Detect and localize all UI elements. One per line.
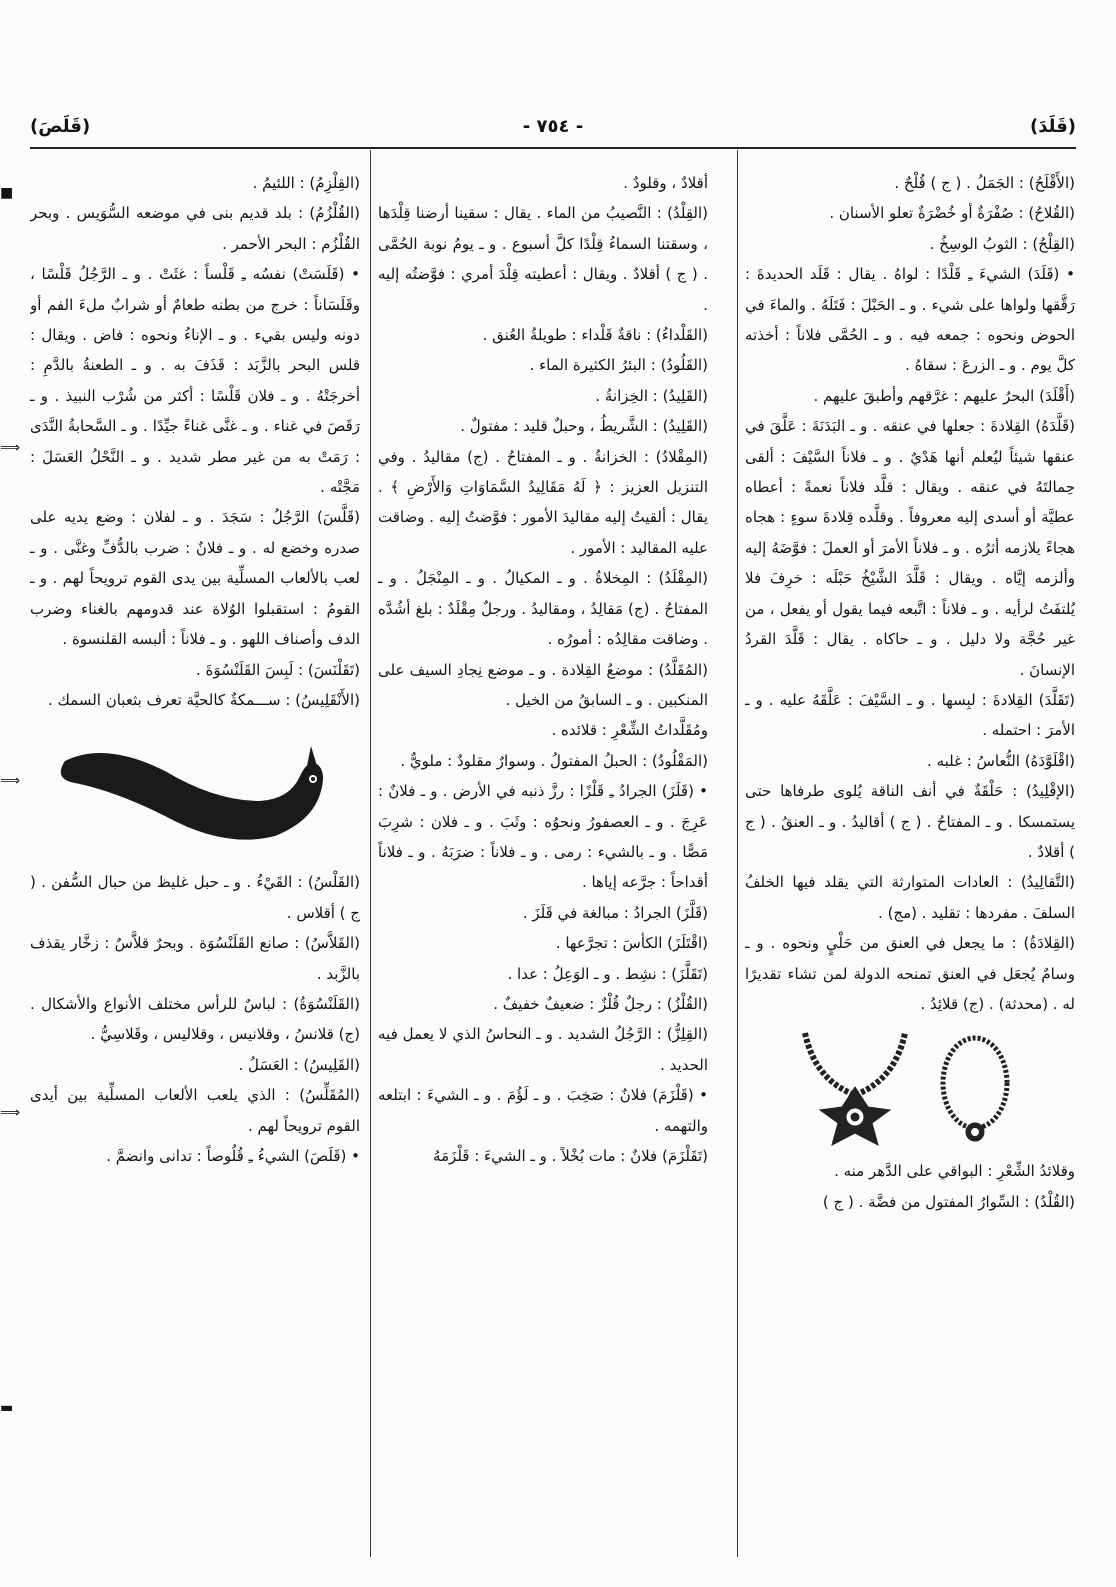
entry: • (قَلَزَ) الجرادُ ـِ قَلْزًا : رزَّ ذنبه في الأرض . و ـ فلانٌ : عَرِجَ . و ـ العصفورُ ونحوُه : وثَبَ . و ـ فلان : شرِبَ مَصًّا . و ـ بالشيء : رمى . و ـ فلاناً : ضرَبَهُ . و ـ فلاناً أقداحاً : جرَّعه إياها .: [378, 782, 708, 892]
entry: (القُلْدُ) : السِّوارُ المفتول من فضَّة . ( ج ): [822, 1192, 1075, 1211]
entry: (القُلْزُمُ) : بلد قديم بنى في موضعه السُّوَيس . وبحر القُلْزُم : البحر الأحمر .: [30, 204, 360, 253]
entry: (القَلِيدُ) : الشَّريطُ ، وحبلٌ قليد : مفتولٌ .: [460, 417, 708, 436]
entry: (تَقَلْنَسَ) : لَبِسَ القَلَنْسُوَةَ .: [195, 660, 360, 679]
entry: (القِلْحُ) : الثوبُ الوسِخُ .: [929, 234, 1075, 253]
entry: (قَلَّزَ) الجرادُ : مبالغة في قَلَزَ .: [522, 903, 708, 922]
entry: (القُلاحُ) : صُفْرَةٌ أو خُضْرَةٌ تعلو الأسنان .: [829, 204, 1075, 223]
entry: (المُقَلِّسُ) : الذي يلعب الألعاب المسلِّية بين أيدى القوم ترويحاً لهم .: [30, 1086, 360, 1135]
entry: (تَقَلَّدَ) القِلادةَ : لبِسها . و ـ السَّيْفَ : عَلَّقَهُ عليه . و ـ الأمرَ : احتمله .: [745, 690, 1075, 740]
entry: (القَلِيدُ) : الخِزانةُ .: [595, 386, 708, 405]
column-left: [30, 168, 360, 1553]
header-keyword-left: (قَلَصَ): [30, 116, 91, 137]
entry: • (قَلْزَمَ) فلانٌ : صَخِبَ . و ـ لَؤُمَ . و ـ الشيءَ : ابتلعه والتهمه .: [378, 1086, 708, 1135]
entry: (القُلْزُ) : رجلٌ قُلْزٌ : ضعيفٌ خفيفٌ .: [493, 994, 708, 1013]
entry: (التَّقالِيدُ) : العادات المتوارثة التي يقلد فيها الخلفُ السلفَ . مفردها : تقليد . (مج) .: [745, 873, 1075, 922]
entry: (القَلَنْسُوَةُ) : لباسٌ للرأس مختلف الأنواع والأشكال . (ج) قلانسُ ، وقلانيس ، وقلاليس ، وقَلاسِيُّ .: [30, 994, 360, 1044]
entry: (القِلِزُّ) : الرَّجُلُ الشديد . و ـ النحاسُ الذي لا يعمل فيه الحديد .: [378, 1025, 708, 1074]
entry: • (قَلَدَ) الشيءَ ـِ قَلْدًا : لواهُ . يقال : قَلَد الحديدةَ : رَقَّقها ولواها على شيء . و ـ الحَبْلَ : فَتَلَهُ . والماءَ في الحوض ونحوه : جمعه فيه . و ـ الحُمَّى فلاناً : أخذته كلَّ يوم . و ـ الزرعَ : سقاهُ .: [745, 265, 1075, 375]
entry: أقلادٌ ، وقلودٌ .: [623, 174, 708, 192]
entry: (القَلُودُ) : البئرُ الكثيرة الماء .: [529, 356, 708, 375]
entry: (تَقَلْزَمَ) فلانٌ : مات بُخْلاً . و ـ الشيءَ : قَلْزَمَهُ: [432, 1147, 708, 1165]
entry: (المُقَلَّدُ) : موضعُ القِلادة . و ـ موضع نِجادِ السيف على المنكبين . و ـ السابقُ من الخيل .: [378, 660, 708, 709]
eel-illustration: [45, 721, 345, 861]
entry: (القِلْدُ) : النَّصيبُ من الماء . يقال : سقينا أرضنا قِلْدَها ، وسقتنا السماءُ قِلْدًا كلَّ أسبوع . و ـ يومُ نوبة الحُمَّى . ( ج ) أقلادٌ . ويقال : أعطيته قِلْدَ أمري : فوَّضتُه إليه .: [378, 204, 708, 314]
entry: (قَلَّسَ) الرَّجُلُ : سَجَدَ . و ـ لفلان : وضع يديه على صدره وخضع له . و ـ فلانٌ : ضرب بالدُّفِّ وغنَّى . و ـ لعب بالألعاب المسلِّية بين يدى القوم ترويحاً لهم . و ـ القومُ : استقبلوا الوُلاة عند قدومهم بالغناء وضرب الدف وأصناف اللهو . و ـ فلاناً : ألبسه القلنسوة .: [30, 508, 360, 649]
entry: (المِقْلادُ) : الخزانةُ . و ـ المفتاحُ . (ج) مقاليدُ . وفي التنزيل العزيز : ﴿ لَهُ مَقَالِيدُ السَّمَاوَاتِ وَالأَرْضِ ﴾ . يقال : ألقيتُ إليه مقاليدَ الأمور : فوَّضتُ إليه . وضاقت عليه المقاليد : الأمور .: [378, 447, 708, 557]
necklace-drawing: [943, 1038, 1007, 1141]
entry: (القَلْسُ) : القَيْءُ . و ـ حبل غليظ من حبال السُّفن . ( ج ) أقلاس .: [30, 873, 360, 922]
margin-mark: ⟹: [0, 1105, 21, 1121]
entry: (القِلادَةُ) : ما يجعل في العنق من حَلْيٍ ونحوه . و ـ وسامٌ يُجعَل في العنق تمنحه الدولة لمن تشاء تقديرًا له . (محدثة) . (ج) قلائِدُ .: [745, 934, 1075, 1013]
entry: (قَلَّدَهُ) القِلادةَ : جعلها في عنقه . و ـ البَدَنَةَ : عَلَّقَ في عنقها شيئاً ليُعلم أنها هَدْيٌ . و ـ فلاناً السَّيْفَ : ألقى حِمالتَهُ في عنقه . ويقال : قلَّد فلاناً نعمةً : أعطاه عطيَّة أو أسدى إليه معروفاً . وقلَّده قِلادةَ سوءٍ : هجاه هجاءً يلازمه أثرُه . و ـ فلاناً الأمرَ أو العملَ : فوَّضَهُ إليه وألزمه إيَّاه . ويقال : قَلَّدَ الشَّيْخُ حَبْلَه : خرِفَ فلا يُلتفَتُ لرأيه . و ـ فلاناً : اتَّبعه فيما يقول أو يفعل ، من غير حُجَّة ولا دليل . و ـ حاكاه . يقال : قَلَّدَ القردُ الإنسانَ .: [745, 417, 1075, 679]
page-number: - ٧٥٤ -: [522, 116, 584, 137]
page-header: [30, 112, 1076, 148]
header-keyword-right: (قَلَدَ): [1030, 116, 1076, 137]
margin-mark: ▬: [0, 1400, 14, 1416]
entry: (تَقَلَّزَ) : نشِط . و ـ الوَعِلُ : عدا .: [507, 964, 708, 983]
column-divider-right: [737, 150, 738, 1557]
entry: (القَلاَّسُ) : صانع القَلَنْسُوَة . وبحرٌ قلاَّسٌ : زخَّار يقذف بالزَّبد .: [30, 934, 360, 983]
entry: • (قَلَسَتْ) نفسُه ـِ قَلْساً : غثَتْ . و ـ الرَّجُلُ قَلْسًا ، وقَلَسَاناً : خرج من بطنه طعامٌ أو شرابٌ ملءَ الفم أو دونه وليس بقيء . و ـ الإناءُ ونحوه : فاض . ويقال : قلس البحر بالزَّبَد : قَذَفَ به . و ـ الطعنةُ بالدَّمِ : أخرجَتْهُ . و ـ فلان قَلْسًا : أكثر من شُرْب النبيذ . و ـ رَقَصَ في غناء . و ـ غنَّى غناءً جيِّدًا . و ـ السَّحابةُ النَّدَى : رَمَتْ به من غير مطر شديد . و ـ النَّحْلُ العَسَلَ : مَجَّتْه .: [30, 265, 360, 497]
medal-necklace-drawing: [805, 1033, 905, 1145]
entry: (اقْتَلَزَ) الكأسَ : تجرَّعها .: [555, 934, 708, 953]
necklace-illustration: [760, 1025, 1060, 1150]
entry: (القَلِيسُ) : العَسَلُ .: [238, 1055, 360, 1074]
entry: (القَلْداءُ) : ناقةٌ قَلْداء : طويلةُ العُنق .: [482, 326, 708, 345]
entry: (اقْلَوَّدَهُ) النُّعاسُ : غلبه .: [927, 751, 1075, 770]
header-rule: [30, 147, 1076, 149]
margin-mark: ⟹: [0, 773, 21, 789]
entry: (الإقْلِيدُ) : حَلْقَةٌ في أنف الناقة يُلوى طرفاها حتى يستمسكا . و ـ المفتاحُ . ( ج ) أقاليدُ . و ـ العنقُ . ( ج ) أقلادٌ .: [745, 782, 1075, 861]
entry: • (قَلَصَ) الشيءُ ـِ قُلُوصاً : تدانى وانضمَّ .: [106, 1146, 360, 1165]
entry: وقلائدُ الشِّعْرِ : البواقي على الدَّهر منه .: [834, 1162, 1075, 1181]
column-middle: [378, 168, 708, 1553]
entry: (الأَنْقَلِيسُ) : ســـمكةٌ كالحيَّة تعرف بثعبان السمك .: [47, 690, 360, 709]
entry: ومُقَلَّداتُ الشِّعْرِ : قلائده .: [551, 721, 708, 740]
column-divider-left: [370, 150, 371, 1557]
entry: (أَقْلَدَ) البحرُ عليهم : غرَّقهم وأطبقَ عليهم .: [813, 386, 1075, 405]
entry: (القِلْزِمُ) : اللئيمُ .: [252, 174, 360, 192]
column-right: [745, 168, 1075, 1553]
entry: (الأَقْلَحُ) : الجَمَلُ . ( ج ) قُلْحٌ .: [894, 174, 1075, 192]
margin-mark: ⟹: [0, 440, 21, 456]
entry: (المَقْلُودُ) : الحبلُ المفتولُ . وسوارٌ مقلودٌ : ملويٌّ .: [400, 751, 708, 770]
entry: (المِقْلَدُ) : المِخلاةُ . و ـ المكيالُ . و ـ المِنْجَلُ . و ـ المفتاحُ . (ج) مَقالِدُ ، ومقاليدُ . ورجلٌ مِقْلَدٌ : بلغ أشُدَّه . وضاقت مقالِدُه : أمورُه .: [378, 569, 708, 649]
eel-drawing: [61, 746, 323, 840]
margin-mark: ■: [0, 185, 14, 201]
